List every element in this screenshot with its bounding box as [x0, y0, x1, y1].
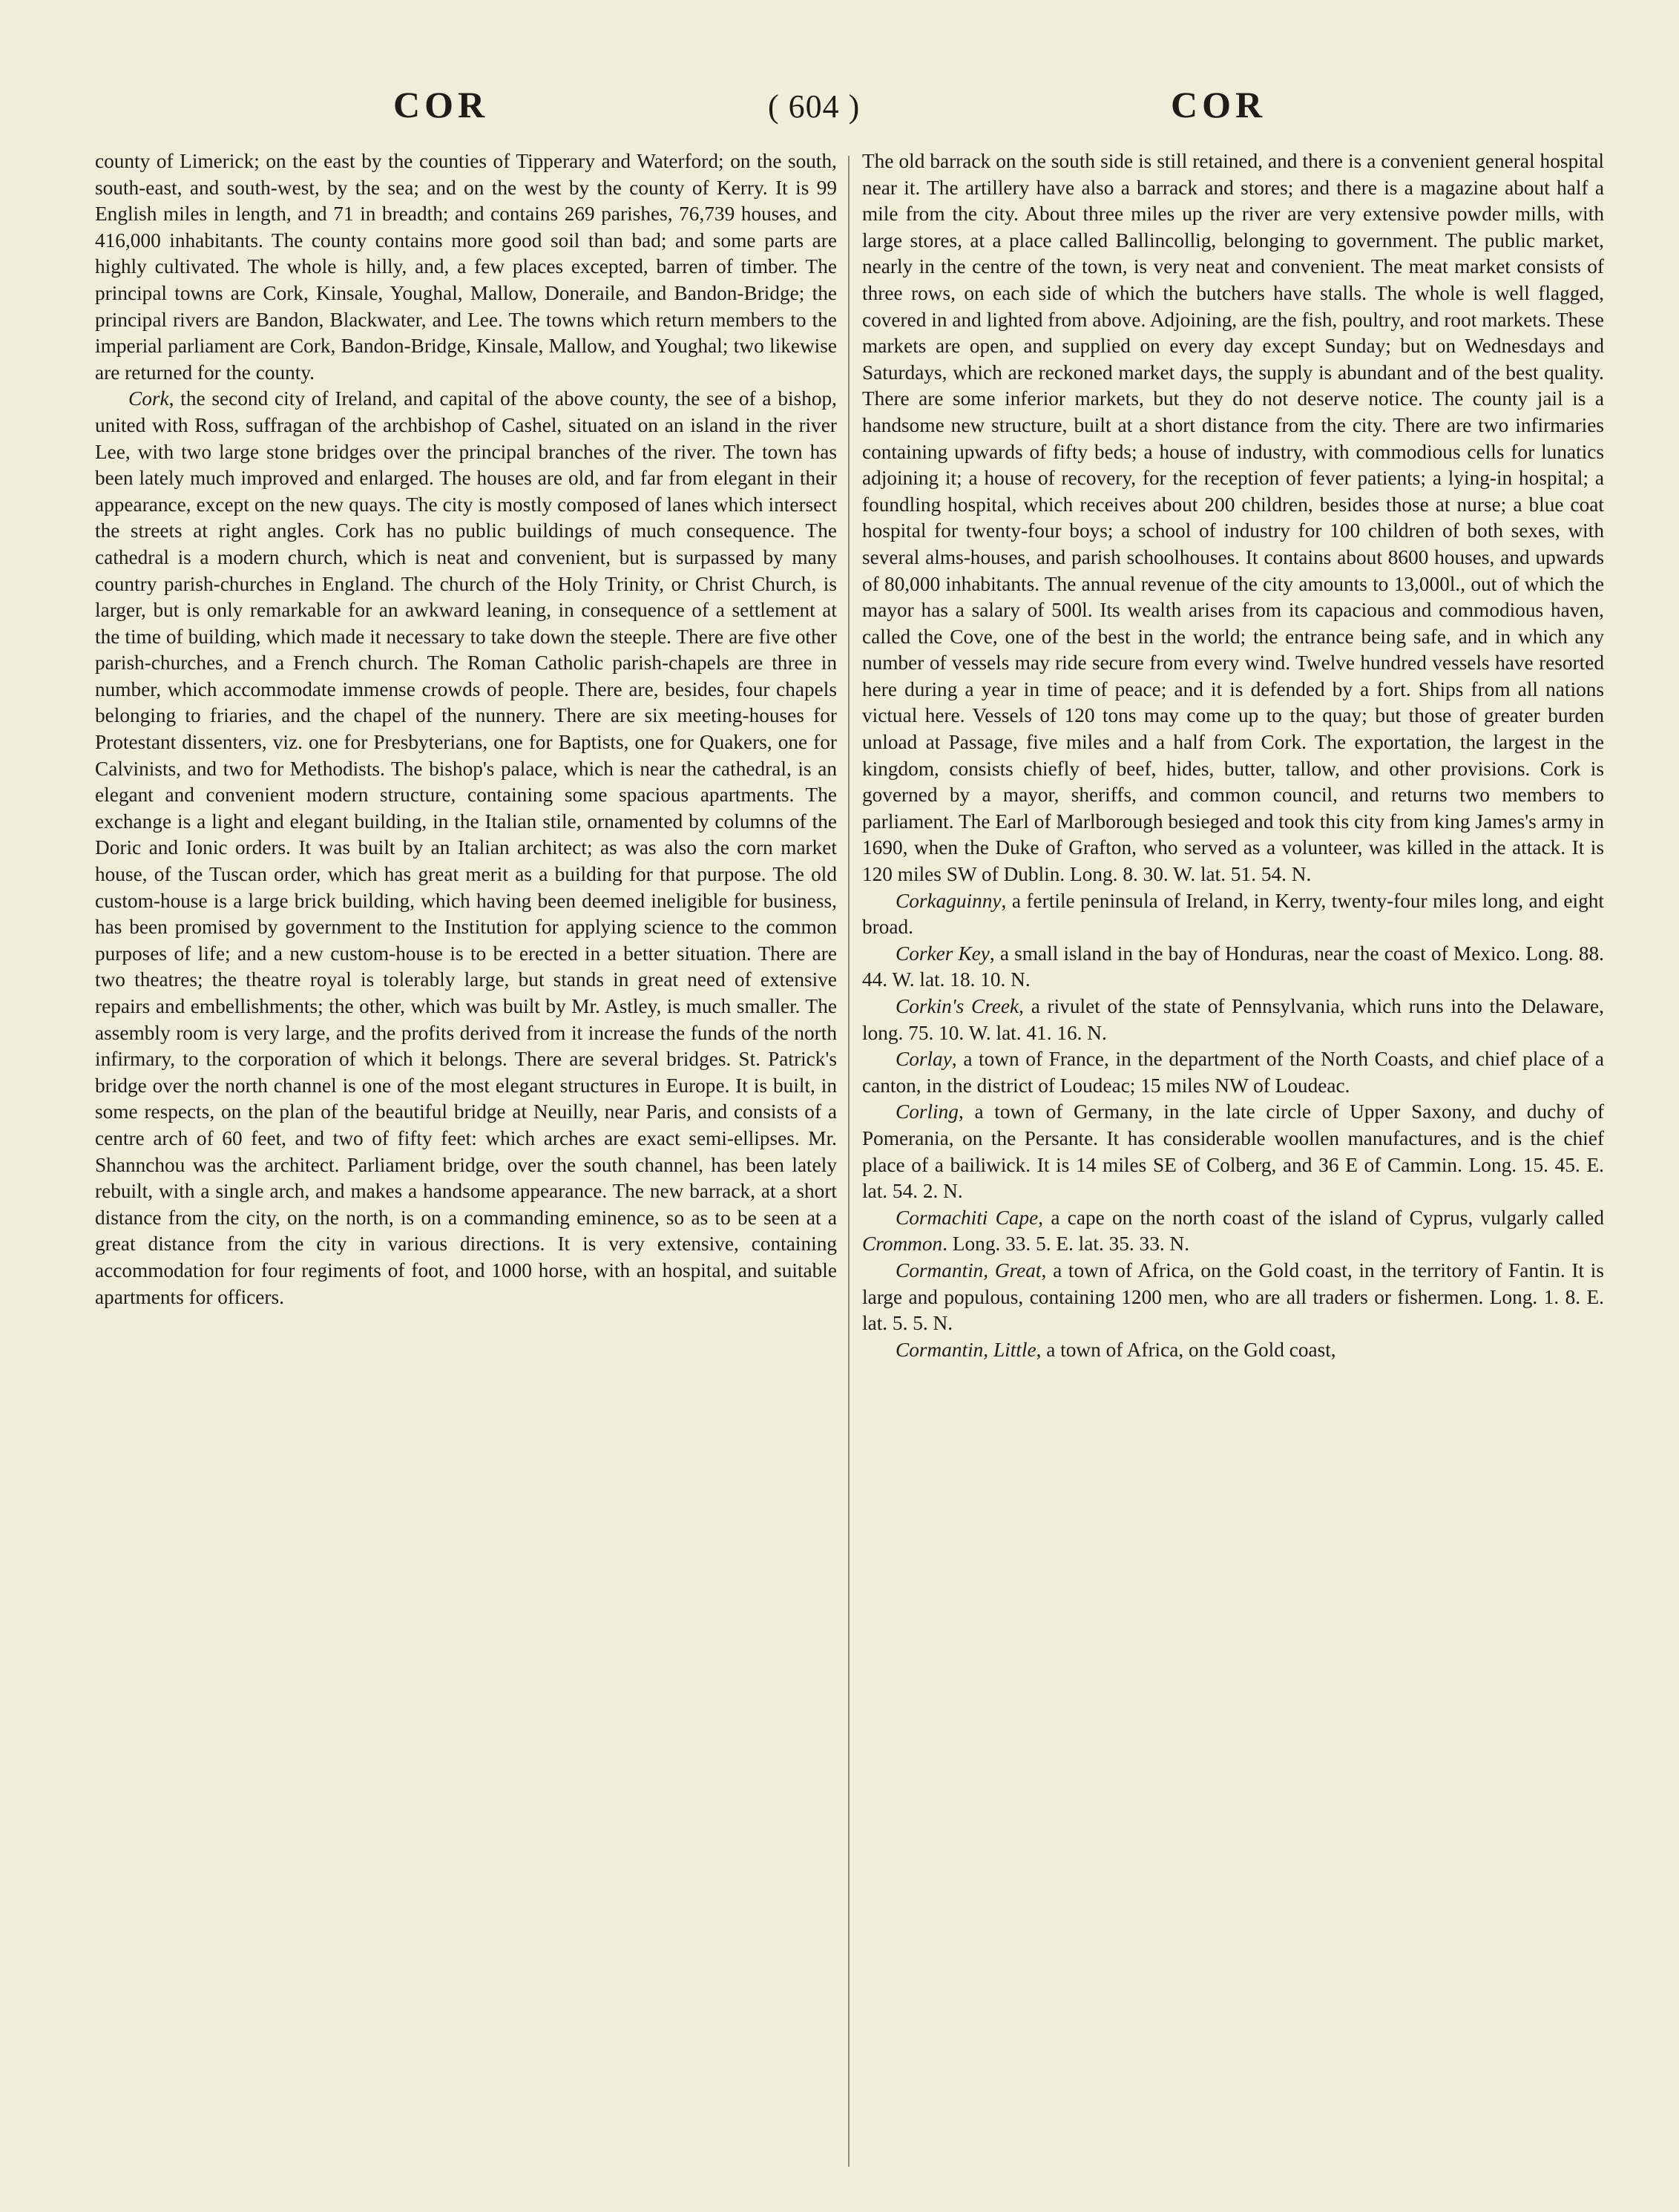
entry-title: Corker Key — [896, 942, 990, 965]
entry-text: , a fertile peninsula of Ireland, in Kerry, twenty-four miles long, and eight broad. — [862, 889, 1604, 939]
entry-text: , the second city of Ireland, and capital of the above county, the see of a bishop, united with Ross, suffragan of the archbishop of Cashel, situated on an island in the river Lee, with two large stone bridges over the principal branches of the river. The town has been lately much improved and enlarged. The houses are old, and far from elegant in their appearance, except on the new quays. The city is mostly composed of lanes which intersect the streets at right angles. Cork has no public buildings of much consequence. The cathedral is a modern church, which is neat and convenient, but is surpassed by many country parish-churches in England. The church of the Holy Trinity, or Christ Church, is larger, but is only remarkable for an awkward leaning, in consequence of a settlement at the time of building, which made it necessary to take down the steeple. There are five other parish-churches, and a French church. The Roman Catholic parish-chapels are three in number, which accommodate immense crowds of people. There are, besides, four chapels belonging to friaries, and the chapel of the nunnery. There are six meeting-houses for Protestant dissenters, viz. one for Presbyterians, one for Baptists, one for Quakers, one for Calvinists, and two for Methodists. The bishop's palace, which is near the cathedral, is an elegant and convenient modern structure, containing some spacious apartments. The exchange is a light and elegant building, in the Italian stile, ornamented by columns of the Doric and Ionic orders. It was built by an Italian architect; as was also the corn market house, of the Tuscan order, which has great merit as a building for that purpose. The old custom-house is a large brick building, which having been deemed ineligible for business, has been promised by government to the Institution for applying science to the common purposes of life; and a new custom-house is to be erected in a better situation. There are two theatres; the theatre royal is tolerably large, but stands in great need of extensive repairs and embellishments; the other, which was built by Mr. Astley, is much smaller. The assembly room is very large, and the profits derived from it increase the funds of the north infirmary, to the corporation of which it belongs. There are several bridges. St. Patrick's bridge over the north channel is one of the most elegant structures in Europe. It is built, in some respects, on the plan of the beautiful bridge at Neuilly, near Paris, and consists of a centre arch of 60 feet, and two of fifty feet: which arches are exact semi-ellipses. Mr. Shannchou was the architect. Parliament bridge, over the south channel, has been lately rebuilt, with a single arch, and makes a handsome appearance. The new barrack, at a short distance from the city, on the north, is on a commanding eminence, so as to be seen at a great distance from the city in various directions. It is very extensive, containing accommodation for four regiments of foot, and 1000 horse, with an hospital, and suitable apartments for officers. — [95, 387, 837, 1308]
entry-title: Cork — [128, 387, 169, 410]
page-header — [0, 83, 1679, 142]
entry-text: , a cape on the north coast of the island of Cyprus, vulgarly called — [1038, 1206, 1604, 1229]
entry-text: , a town of France, in the department of the North Coasts, and chief place of a canton, in the district of Loudeac; 15 miles NW of Loudeac. — [862, 1048, 1604, 1097]
entry-title: Cormantin, Little — [896, 1338, 1036, 1361]
entry-cormantin-little — [862, 1337, 1604, 1364]
entry-title: Corkaguinny — [896, 889, 1002, 912]
paragraph-cork-continued: The old barrack on the south side is still retained, and there is a convenient general hospital near it. The artillery have also a barrack and stores; and there is a magazine about half a mile from the city. About three miles up the river are very extensive powder mills, with large stores, at a place called Ballincollig, belonging to government. The public market, nearly in the centre of the town, is very neat and convenient. The meat market consists of three rows, on each side of which the butchers have stalls. The whole is well flagged, covered in and lighted from above. Adjoining, are the fish, poultry, and root markets. These markets are open, and supplied on every day except Sunday; but on Wednesdays and Saturdays, which are reckoned market days, the supply is abundant and of the best quality. There are some inferior markets, but they do not deserve notice. The county jail is a handsome new structure, built at a short distance from the city. There are two infirmaries containing upwards of fifty beds; a house of industry, with commodious cells for lunatics adjoining it; a house of recovery, for the reception of fever patients; a lying-in hospital; a foundling hospital, which receives about 200 children, besides those at nurse; a blue coat hospital for twenty-four boys; a school of industry for 100 children of both sexes, with several alms-houses, and parish schoolhouses. It contains about 8600 houses, and upwards of 80,000 inhabitants. The annual revenue of the city amounts to 13,000l., out of which the mayor has a salary of 500l. Its wealth arises from its capacious and commodious haven, called the Cove, one of the best in the world; the entrance being safe, and in which any number of vessels may ride secure from every wind. Twelve hundred vessels have resorted here during a year in time of peace; and it is defended by a fort. Ships from all nations victual here. Vessels of 120 tons may come up to the quay; but those of greater burden unload at Passage, five miles and a half from Cork. The exportation, the largest in the kingdom, consists chiefly of beef, hides, butter, tallow, and other provisions. Cork is governed by a mayor, sheriffs, and common council, and returns two members to parliament. The Earl of Marlborough besieged and took this city from king James's army in 1690, when the Duke of Grafton, who served as a volunteer, was killed in the attack. It is 120 miles SW of Dublin. Long. 8. 30. W. lat. 51. 54. N. — [862, 150, 1604, 886]
left-column — [95, 148, 837, 2167]
entry-text: , a town of Africa, on the Gold coast, — [1036, 1338, 1336, 1361]
entry-title: Corling — [896, 1100, 959, 1123]
entry-title: Corlay — [896, 1048, 952, 1071]
entry-text: , a town of Germany, in the late circle of Upper Saxony, and duchy of Pomerania, on the Persante. It has considerable woollen manufactures, and is the chief place of a bailiwick. It is 14 miles SE of Colberg, and 36 E of Cammin. Long. 15. 45. E. lat. 54. 2. N. — [862, 1100, 1604, 1203]
entry-text: , a town of Africa, on the Gold coast, in the territory of Fantin. It is large and populous, containing 1200 men, who are all traders or fishermen. Long. 1. 8. E. lat. 5. 5. N. — [862, 1258, 1604, 1335]
entry-text: , a small island in the bay of Honduras, near the coast of Mexico. Long. 88. 44. W. lat. 18. 10. N. — [862, 942, 1604, 991]
running-head-left: COR — [393, 84, 490, 125]
entry-cormantin-great — [862, 1258, 1604, 1337]
right-column — [862, 148, 1604, 2167]
entry-corlay — [862, 1046, 1604, 1099]
entry-cork — [95, 386, 837, 1310]
running-head-right: COR — [1171, 84, 1267, 125]
entry-corkaguinny — [862, 888, 1604, 941]
entry-cormachiti-cape — [862, 1205, 1604, 1258]
entry-corker-key — [862, 941, 1604, 994]
entry-title: Corkin's Creek — [896, 995, 1019, 1017]
entry-corkins-creek — [862, 994, 1604, 1046]
paragraph-county-continued: county of Limerick; on the east by the counties of Tipperary and Waterford; on the south, south-east, and south-west, by the sea; and on the west by the county of Kerry. It is 99 English miles in length, and 71 in breadth; and contains 269 parishes, 76,739 houses, and 416,000 inhabitants. The county contains more good soil than bad; and some parts are highly cultivated. The whole is hilly, and, a few places excepted, barren of timber. The principal towns are Cork, Kinsale, Youghal, Mallow, Doneraile, and Bandon-Bridge; the principal rivers are Bandon, Blackwater, and Lee. The towns which return members to the imperial parliament are Cork, Bandon-Bridge, Kinsale, Mallow, and Youghal; two likewise are returned for the county. — [95, 150, 837, 384]
entry-text-continued: . Long. 33. 5. E. lat. 35. 33. N. — [942, 1233, 1190, 1256]
entry-title: Cormachiti Cape — [896, 1206, 1039, 1229]
entry-text: , a rivulet of the state of Pennsylvania, which runs into the Delaware, long. 75. 10. W. lat. 41. 16. N. — [862, 995, 1604, 1044]
column-divider — [848, 156, 850, 2167]
entry-title: Cormantin, Great — [896, 1258, 1042, 1281]
entry-alt-name: Crommon — [862, 1233, 943, 1256]
entry-corling — [862, 1099, 1604, 1204]
page-number: ( 604 ) — [768, 88, 861, 125]
